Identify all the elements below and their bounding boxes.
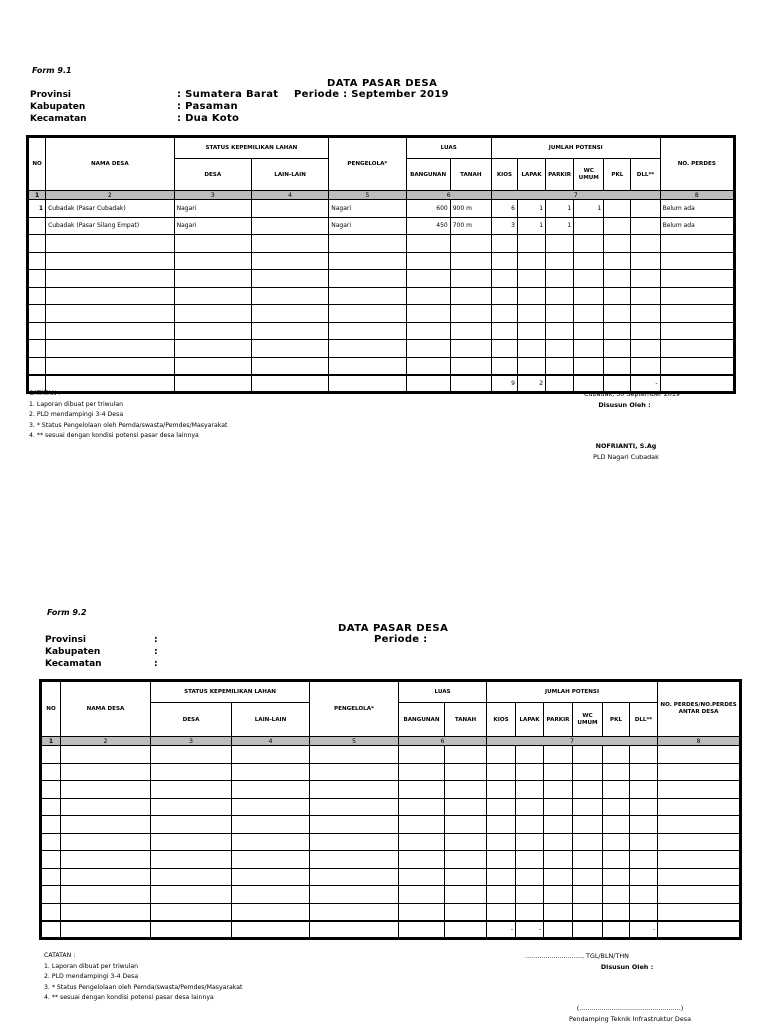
table-row — [42, 903, 740, 921]
note-item: 3. * Status Pengelolaan oleh Pemda/swasta/Pemdes/Masyarakat — [29, 421, 228, 429]
form-title: DATA PASAR DESA — [338, 623, 449, 634]
col-number: 7 — [487, 737, 658, 746]
notes-title: CATATAN : — [29, 390, 61, 397]
pasar-table — [41, 681, 740, 938]
notes-title: CATATAN : — [44, 952, 76, 959]
cell-lapak: 1 — [517, 200, 545, 218]
header-no: NO — [29, 138, 46, 191]
kabupaten-label: Kabupaten — [45, 647, 101, 657]
cell-pengelola: Nagari — [329, 217, 406, 235]
header-nama-desa: NAMA DESA — [61, 682, 151, 737]
header-pengelola: PENGELOLA* — [329, 138, 406, 191]
cell-lapak: 1 — [517, 217, 545, 235]
note-item: 1. Laporan dibuat per triwulan — [29, 400, 124, 408]
header-pkl: PKL — [603, 703, 630, 737]
sign-disusun: Disusun Oleh : — [598, 401, 651, 409]
kecamatan-value: : Dua Koto — [177, 113, 240, 124]
periode: Periode : — [374, 634, 428, 645]
total-row — [42, 921, 740, 938]
col-number: 1 — [42, 737, 61, 746]
cell-perdes: Belum ada — [660, 217, 733, 235]
col-number: 2 — [46, 191, 175, 200]
header-kios: KIOS — [491, 159, 517, 191]
total-dll: - — [631, 375, 660, 392]
header-perdes: NO. PERDES — [660, 138, 733, 191]
cell-parkir: 1 — [546, 200, 574, 218]
cell-wc-umum: 1 — [574, 200, 604, 218]
cell-tanah: 900 m — [450, 200, 491, 218]
total-lapak: 2 — [517, 375, 545, 392]
table-row — [42, 816, 740, 834]
periode: Periode : September 2019 — [294, 89, 449, 100]
header-dll: DLL** — [631, 159, 660, 191]
cell-nama-desa: Cubadak (Pasar Cubadak) — [46, 200, 175, 218]
cell-desa: Nagari — [174, 200, 251, 218]
header-wc-umum: WC UMUM — [573, 703, 603, 737]
header-luas: LUAS — [406, 138, 491, 159]
cell-tanah: 700 m — [450, 217, 491, 235]
col-number: 8 — [660, 191, 733, 200]
header-desa: DESA — [174, 159, 251, 191]
note-item: 3. * Status Pengelolaan oleh Pemda/swasta/Pemdes/Masyarakat — [44, 983, 243, 991]
header-dll: DLL** — [630, 703, 658, 737]
col-number: 8 — [658, 737, 740, 746]
cell-perdes: Belum ada — [660, 200, 733, 218]
table-row — [42, 833, 740, 851]
table-row — [42, 746, 740, 764]
cell-kios: 6 — [491, 200, 517, 218]
header-jumlah-potensi: JUMLAH POTENSI — [487, 682, 658, 703]
catatan-notes — [44, 951, 242, 1004]
header-luas: LUAS — [399, 682, 487, 703]
header-desa: DESA — [151, 703, 232, 737]
cell-pengelola: Nagari — [329, 200, 406, 218]
header-tanah: TANAH — [450, 159, 491, 191]
kecamatan-colon: : — [154, 659, 158, 669]
kabupaten-label: Kabupaten — [30, 102, 86, 112]
col-number: 3 — [151, 737, 232, 746]
form-label: Form 9.1 — [32, 66, 72, 75]
header-bangunan: BANGUNAN — [406, 159, 450, 191]
header-no: NO — [42, 682, 61, 737]
header-status: STATUS KEPEMILIKAN LAHAN — [174, 138, 329, 159]
table-row — [42, 798, 740, 816]
header-pkl: PKL — [604, 159, 631, 191]
note-item: 4. ** sesuai dengan kondisi potensi pasar desa lainnya — [44, 994, 214, 1001]
col-number: 4 — [232, 737, 310, 746]
cell-nama-desa: Cubadak (Pasar Silang Empat) — [46, 217, 175, 235]
header-parkir: PARKIR — [546, 159, 574, 191]
table-row — [42, 886, 740, 904]
cell-bangunan: 600 — [406, 200, 450, 218]
cell-no: 1 — [29, 200, 46, 218]
table-row — [42, 763, 740, 781]
sign-disusun: Disusun Oleh : — [600, 963, 654, 971]
header-bangunan: BANGUNAN — [399, 703, 445, 737]
cell-kios: 3 — [491, 217, 517, 235]
sign-place-date: Cubadak, 30 September 2019 — [583, 390, 680, 398]
sign-role: Pendamping Teknik Infrastruktur Desa — [568, 1015, 692, 1023]
sign-name: NOFRIANTI, S.Ag — [595, 442, 657, 450]
header-lain-lain: LAIN-LAIN — [232, 703, 310, 737]
header-parkir: PARKIR — [544, 703, 573, 737]
header-status: STATUS KEPEMILIKAN LAHAN — [151, 682, 310, 703]
kecamatan-label: Kecamatan — [45, 659, 102, 669]
header-lapak: LAPAK — [517, 159, 545, 191]
note-item: 2. PLD mendampingi 3-4 Desa — [29, 411, 124, 418]
sign-role: PLD Nagari Cubadak — [593, 453, 659, 461]
provinsi-label: Provinsi — [45, 635, 87, 645]
col-number: 5 — [329, 191, 406, 200]
table-row — [42, 851, 740, 869]
header-pengelola: PENGELOLA* — [310, 682, 399, 737]
table-row — [42, 868, 740, 886]
column-number-row — [42, 737, 740, 746]
header-perdes: NO. PERDES/NO.PERDES ANTAR DESA — [658, 682, 740, 737]
form-label: Form 9.2 — [47, 608, 87, 617]
provinsi-colon: : — [154, 635, 158, 645]
col-number: 4 — [251, 191, 328, 200]
kecamatan-label: Kecamatan — [30, 114, 87, 124]
total-lapak: - — [516, 921, 544, 938]
sign-place-date: ............................, TGL/BLN/THN — [525, 952, 629, 960]
provinsi-label: Provinsi — [30, 90, 72, 100]
header-kios: KIOS — [487, 703, 516, 737]
header-nama-desa: NAMA DESA — [46, 138, 175, 191]
header-lapak: LAPAK — [516, 703, 544, 737]
col-number: 3 — [174, 191, 251, 200]
col-number: 6 — [406, 191, 491, 200]
table-row — [42, 781, 740, 799]
col-number: 6 — [399, 737, 487, 746]
col-number: 7 — [491, 191, 660, 200]
total-kios: 9 — [491, 375, 517, 392]
note-item: 4. ** sesuai dengan kondisi potensi pasar desa lainnya — [29, 432, 199, 439]
cell-parkir: 1 — [546, 217, 574, 235]
col-number: 2 — [61, 737, 151, 746]
total-kios: - — [487, 921, 516, 938]
note-item: 1. Laporan dibuat per triwulan — [44, 962, 139, 970]
header-wc-umum: WC UMUM — [574, 159, 604, 191]
header-tanah: TANAH — [445, 703, 487, 737]
note-item: 2. PLD mendampingi 3-4 Desa — [44, 973, 139, 980]
kabupaten-colon: : — [154, 647, 158, 657]
col-number: 1 — [29, 191, 46, 200]
kabupaten-value: : Pasaman — [177, 101, 238, 112]
cell-desa: Nagari — [174, 217, 251, 235]
col-number: 5 — [310, 737, 399, 746]
cell-bangunan: 450 — [406, 217, 450, 235]
header-jumlah-potensi: JUMLAH POTENSI — [491, 138, 660, 159]
header-lain-lain: LAIN-LAIN — [251, 159, 328, 191]
sign-name: (..................................................) — [576, 1004, 684, 1012]
provinsi-value: : Sumatera Barat — [177, 89, 279, 100]
total-dll: - — [630, 921, 658, 938]
form-title: DATA PASAR DESA — [327, 78, 438, 89]
